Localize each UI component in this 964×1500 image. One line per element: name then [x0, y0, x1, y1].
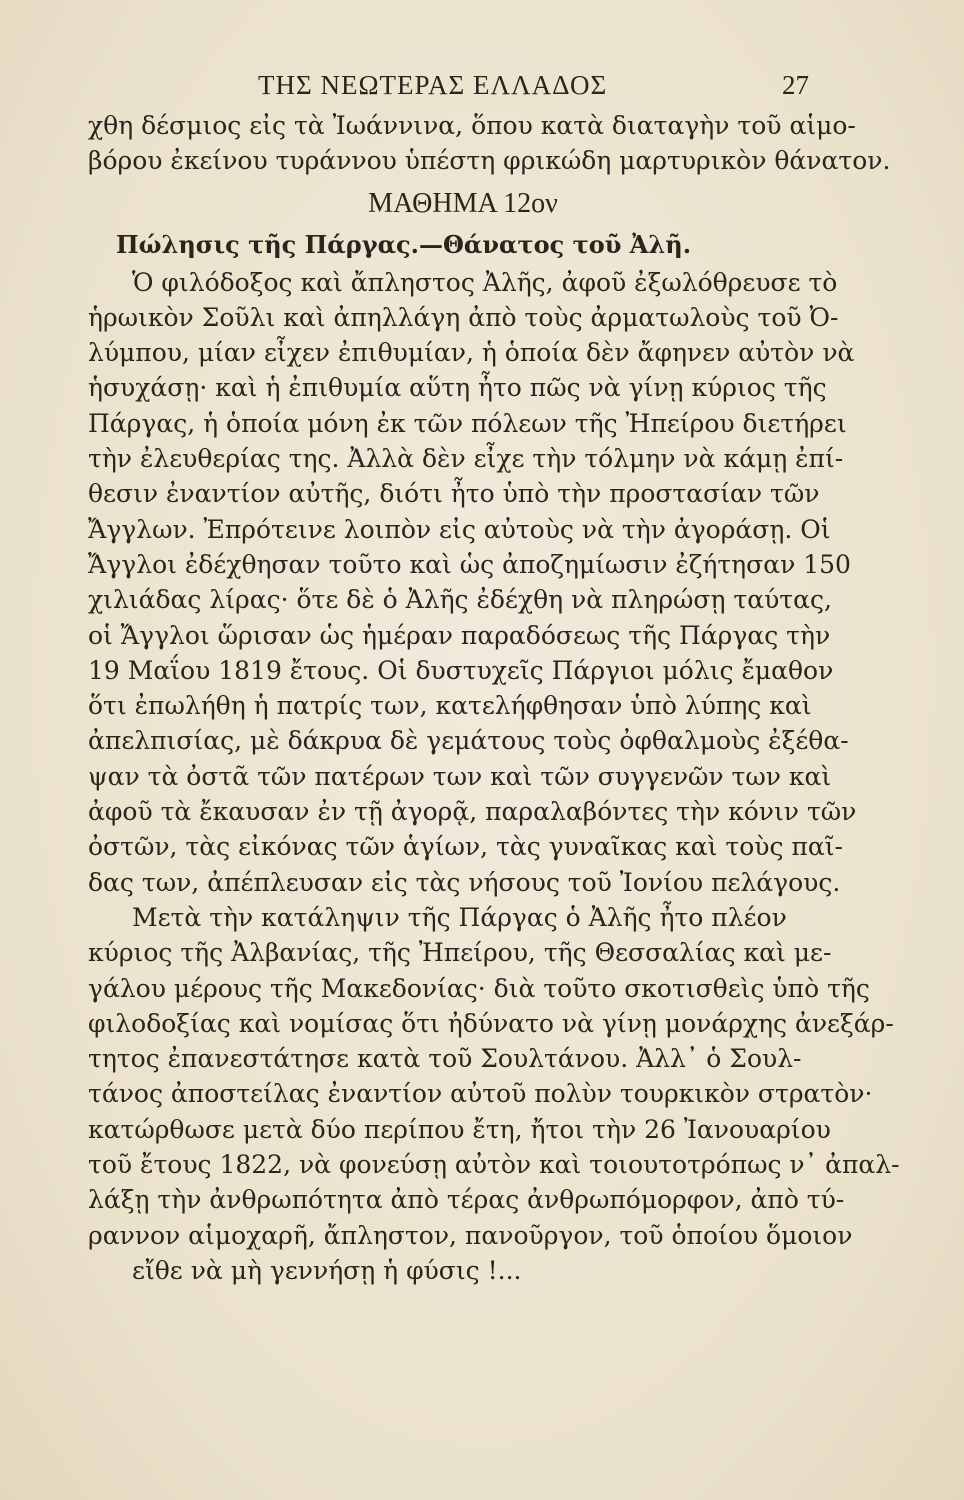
text-line: Ἄγγλων. Ἐπρότεινε λοιπὸν εἰς αὐτοὺς νὰ τὴν ἀγοράσῃ. Οἱ [88, 514, 831, 544]
text-line: ἡσυχάσῃ· καὶ ἡ ἐπιθυμία αὕτη ἦτο πῶς νὰ γίνῃ κύριος τῆς [88, 373, 827, 403]
text-line: βόρου ἐκείνου τυράννου ὑπέστη φρικώδη μαρτυρικὸν θάνατον. [88, 146, 891, 176]
page-number: 27 [782, 70, 809, 100]
text-line: Ἄγγλοι ἐδέχθησαν τοῦτο καὶ ὡς ἀποζημίωσιν ἐζήτησαν 150 [88, 549, 851, 579]
text-line: δας των, ἀπέπλευσαν εἰς τὰς νήσους τοῦ Ἰονίου πελάγους. [88, 867, 841, 897]
text-line: ὀστῶν, τὰς εἰκόνας τῶν ἁγίων, τὰς γυναῖκας καὶ τοὺς παῖ- [88, 832, 843, 862]
text-line: χιλιάδας λίρας· ὅτε δὲ ὁ Ἀλῆς ἐδέχθη νὰ πληρώσῃ ταύτας, [88, 585, 832, 615]
text-line: χθη δέσμιος εἰς τὰ Ἰωάννινα, ὅπου κατὰ διαταγὴν τοῦ αἱμο- [88, 111, 856, 140]
text-line: ἀπελπισίας, μὲ δάκρυα δὲ γεμάτους τοὺς ὀφθαλμοὺς ἐξέθα- [88, 726, 849, 756]
text-line: Μετὰ τὴν κατάληψιν τῆς Πάργας ὁ Ἀλῆς ἦτο πλέον [132, 902, 787, 932]
text-line: λάξῃ τὴν ἀνθρωπότητα ἀπὸ τέρας ἀνθρωπόμορφον, ἀπὸ τύ- [88, 1185, 845, 1215]
text-line: λύμπου, μίαν εἶχεν ἐπιθυμίαν, ἡ ὁποία δὲν ἄφηνεν αὐτὸν νὰ [88, 338, 855, 368]
text-line: τάνος ἀποστείλας ἐναντίον αὐτοῦ πολὺν τουρκικὸν στρατὸν· [88, 1079, 873, 1109]
text-line: ψαν τὰ ὀστᾶ τῶν πατέρων των καὶ τῶν συγγενῶν των καὶ [88, 761, 832, 791]
text-line: ὅτι ἐπωλήθη ἡ πατρίς των, κατελήφθησαν ὑπὸ λύπης καὶ [88, 691, 812, 721]
paragraph [88, 265, 857, 900]
text-line: γάλου μέρους τῆς Μακεδονίας· διὰ τοῦτο σκοτισθεὶς ὑπὸ τῆς [88, 973, 870, 1003]
lesson-heading: ΜΑΘΗΜΑ 12ον [368, 187, 558, 219]
text-line: εἴθε νὰ μὴ γεννήσῃ ἡ φύσις !... [132, 1255, 522, 1285]
text-line: Πάργας, ἡ ὁποία μόνη ἐκ τῶν πόλεων τῆς Ἠπείρου διετήρει [88, 408, 847, 438]
text-line: Ὁ φιλόδοξος καὶ ἄπληστος Ἀλῆς, ἀφοῦ ἐξωλόθρευσε τὸ [132, 267, 838, 297]
text-line: τοῦ ἔτους 1822, νὰ φονεύσῃ αὐτὸν καὶ τοιουτοτρόπως ν᾽ ἀπαλ- [88, 1150, 900, 1180]
text-line: τὴν ἐλευθερίας της. Ἀλλὰ δὲν εἶχε τὴν τόλμην νὰ κάμῃ ἐπί- [88, 444, 844, 474]
text-line: ἀφοῦ τὰ ἔκαυσαν ἐν τῇ ἀγορᾷ, παραλαβόντες τὴν κόνιν τῶν [88, 797, 857, 827]
text-line: τητος ἐπανεστάτησε κατὰ τοῦ Σουλτάνου. Ἀλλ᾽ ὁ Σουλ- [88, 1044, 802, 1074]
page-header [0, 64, 964, 104]
paragraph [88, 900, 900, 1288]
text-line: 19 Μαΐου 1819 ἔτους. Οἱ δυστυχεῖς Πάργιοι μόλις ἔμαθον [88, 655, 834, 685]
text-line: θεσιν ἐναντίον αὐτῆς, διότι ἦτο ὑπὸ τὴν προστασίαν τῶν [88, 479, 820, 509]
text-line: οἱ Ἄγγλοι ὥρισαν ὡς ἡμέραν παραδόσεως τῆς Πάργας τὴν [88, 620, 831, 650]
text-line: κύριος τῆς Ἀλβανίας, τῆς Ἠπείρου, τῆς Θεσσαλίας καὶ με- [88, 938, 832, 968]
text-line: ραννον αἱμοχαρῆ, ἄπληστον, πανοῦργον, τοῦ ὁποίου ὅμοιον [88, 1220, 853, 1250]
text-line: φιλοδοξίας καὶ νομίσας ὅτι ἠδύνατο νὰ γίνῃ μονάρχης ἀνεξάρ- [88, 1008, 894, 1038]
body-text [88, 108, 900, 1288]
section-heading: Πώλησις τῆς Πάργας.—Θάνατος τοῦ Ἀλῆ. [116, 229, 692, 259]
text-line: κατώρθωσε μετὰ δύο περίπου ἔτη, ἤτοι τὴν 26 Ἰανουαρίου [88, 1114, 831, 1144]
text-line: ἡρωικὸν Σοῦλι καὶ ἀπηλλάγη ἀπὸ τοὺς ἀρματωλοὺς τοῦ Ὀ- [88, 302, 839, 332]
running-head: ΤΗΣ ΝΕΩΤΕΡΑΣ ΕΛΛΑΔΟΣ [258, 70, 608, 100]
